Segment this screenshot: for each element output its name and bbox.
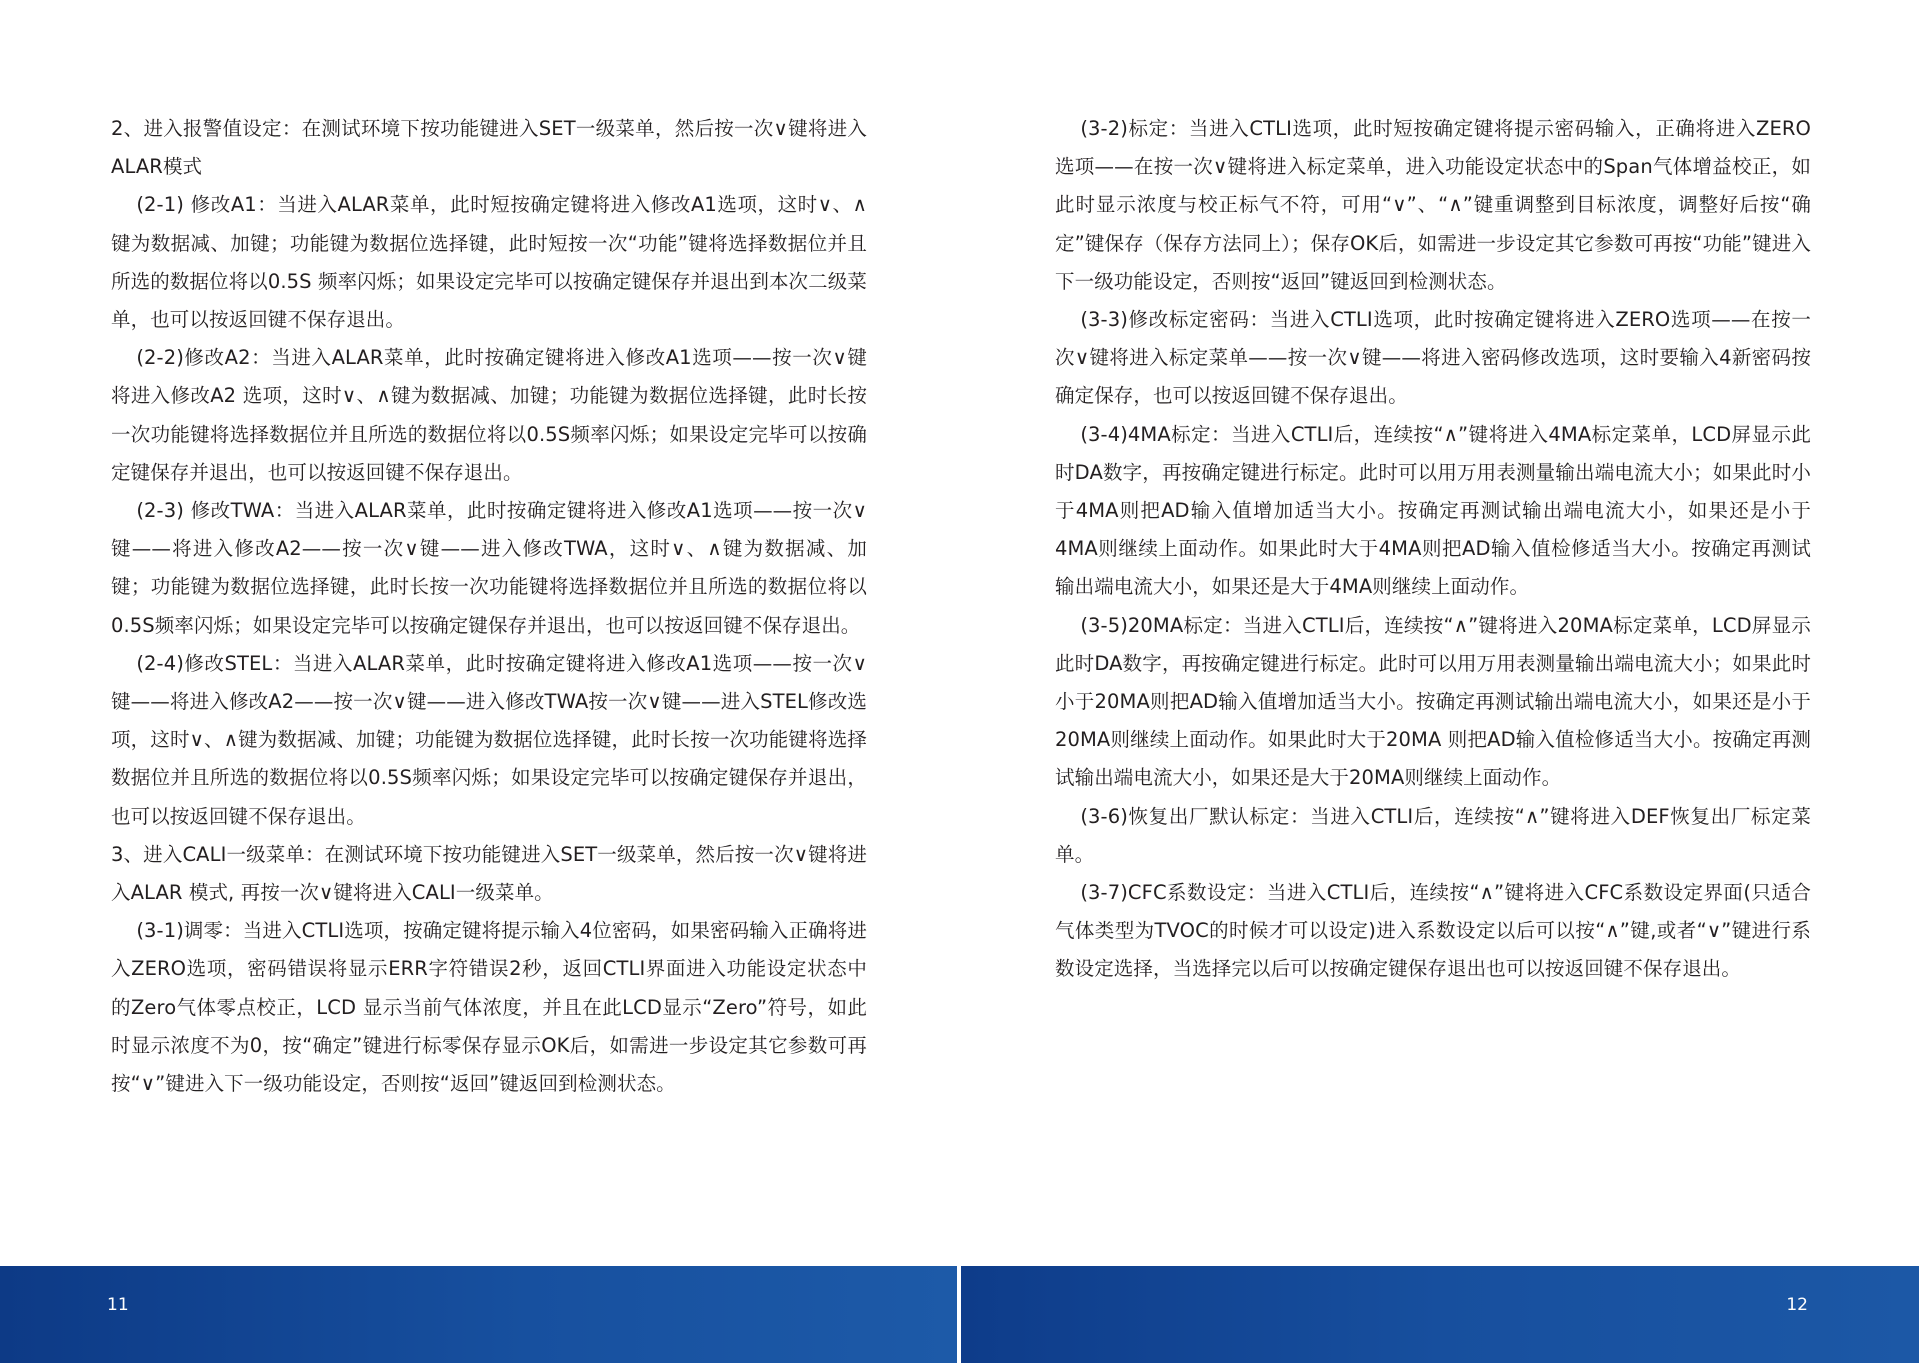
left-text-column — [111, 110, 867, 1103]
paragraph-modify-twa: (2-3) 修改TWA：当进入ALAR菜单，此时按确定键将进入修改A1选项——按一次∨键——将进入修改A2——按一次∨键——进入修改TWA，这时∨、∧键为数据减、加键；功能键为数据位选择键，此时长按一次功能键将选择数据位并且所选的数据位将以0.5S频率闪烁；如果设定完毕可以按确定键保存并退出，也可以按返回键不保存退出。 — [111, 499, 867, 637]
paragraph-modify-a2: (2-2)修改A2：当进入ALAR菜单，此时按确定键将进入修改A1选项——按一次∨键将进入修改A2 选项，这时∨、∧键为数据减、加键；功能键为数据位选择键，此时长按一次功能键将选择数据位并且所选的数据位将以0.5S频率闪烁；如果设定完毕可以按确定键保存并退出，也可以按返回键不保存退出。 — [111, 346, 867, 484]
left-page — [0, 0, 959, 1266]
right-footer-bar — [961, 1266, 1919, 1363]
paragraph-span-calibration: (3-2)标定：当进入CTLI选项，此时短按确定键将提示密码输入，正确将进入ZERO选项——在按一次∨键将进入标定菜单，进入功能设定状态中的Span气体增益校正，如此时显示浓度与校正标气不符，可用“∨”、“∧”键重调整到目标浓度，调整好后按“确定”键保存（保存方法同上）；保存OK后，如需进一步设定其它参数可再按“功能”键进入下一级功能设定，否则按“返回”键返回到检测状态。 — [1055, 117, 1811, 293]
paragraph-4ma-calibration: (3-4)4MA标定：当进入CTLI后，连续按“∧”键将进入4MA标定菜单，LCD屏显示此时DA数字，再按确定键进行标定。此时可以用万用表测量输出端电流大小；如果此时小于4MA则把AD输入值增加适当大小。按确定再测试输出端电流大小，如果还是小于4MA则继续上面动作。如果此时大于4MA则把AD输入值检修适当大小。按确定再测试输出端电流大小，如果还是大于4MA则继续上面动作。 — [1055, 422, 1811, 599]
paragraph-cfc-setting: (3-7)CFC系数设定：当进入CTLI后，连续按“∧”键将进入CFC系数设定界面(只适合气体类型为TVOC的时候才可以设定)进入系数设定以后可以按“∧”键,或者“∨”键进行系数设定选择，当选择完以后可以按确定键保存退出也可以按返回键不保存退出。 — [1055, 881, 1811, 981]
paragraph-cali-menu: 3、进入CALI一级菜单：在测试环境下按功能键进入SET一级菜单，然后按一次∨键将进入ALAR 模式, 再按一次∨键将进入CALI一级菜单。 — [111, 842, 867, 905]
paragraph-zero-calibration: (3-1)调零：当进入CTLI选项，按确定键将提示输入4位密码，如果密码输入正确将进入ZERO选项，密码错误将显示ERR字符错误2秒，返回CTLI界面进入功能设定状态中的Zero气体零点校正，LCD 显示当前气体浓度，并且在此LCD显示“Zero”符号，如此时显示浓度不为0，按“确定”键进行标零保存显示OK后，如需进一步设定其它参数可再按“∨”键进入下一级功能设定，否则按“返回”键返回到检测状态。 — [111, 919, 867, 1096]
paragraph-factory-reset: (3-6)恢复出厂默认标定：当进入CTLI后，连续按“∧”键将进入DEF恢复出厂标定菜单。 — [1055, 804, 1811, 866]
paragraph-alarm-setting: 2、进入报警值设定：在测试环境下按功能键进入SET一级菜单，然后按一次∨键将进入ALAR模式 — [111, 117, 867, 179]
paragraph-20ma-calibration: (3-5)20MA标定：当进入CTLI后，连续按“∧”键将进入20MA标定菜单，LCD屏显示此时DA数字，再按确定键进行标定。此时可以用万用表测量输出端电流大小；如果此时小于20MA则把AD输入值增加适当大小。按确定再测试输出端电流大小，如果还是小于20MA则继续上面动作。如果此时大于20MA 则把AD输入值检修适当大小。按确定再测试输出端电流大小，如果还是大于20MA则继续上面动作。 — [1055, 613, 1811, 790]
paragraph-modify-a1: (2-1) 修改A1：当进入ALAR菜单，此时短按确定键将进入修改A1选项，这时∨、∧键为数据减、加键；功能键为数据位选择键，此时短按一次“功能”键将选择数据位并且所选的数据位将以0.5S 频率闪烁；如果设定完毕可以按确定键保存并退出到本次二级菜单，也可以按返回键不保存退出。 — [111, 193, 867, 332]
paragraph-change-password: (3-3)修改标定密码：当进入CTLI选项，此时按确定键将进入ZERO选项——在按一次∨键将进入标定菜单——按一次∨键——将进入密码修改选项，这时要输入4新密码按确定保存，也可以按返回键不保存退出。 — [1055, 308, 1811, 408]
page-number-right: 12 — [1786, 1295, 1808, 1315]
right-text-column — [1055, 110, 1811, 989]
left-footer-bar — [0, 1266, 957, 1363]
page-number-left: 11 — [107, 1295, 129, 1315]
paragraph-modify-stel: (2-4)修改STEL：当进入ALAR菜单，此时按确定键将进入修改A1选项——按一次∨键——将进入修改A2——按一次∨键——进入修改TWA按一次∨键——进入STEL修改选项，这时∨、∧键为数据减、加键；功能键为数据位选择键，此时长按一次功能键将选择数据位并且所选的数据位将以0.5S频率闪烁；如果设定完毕可以按确定键保存并退出，也可以按返回键不保存退出。 — [111, 651, 867, 828]
